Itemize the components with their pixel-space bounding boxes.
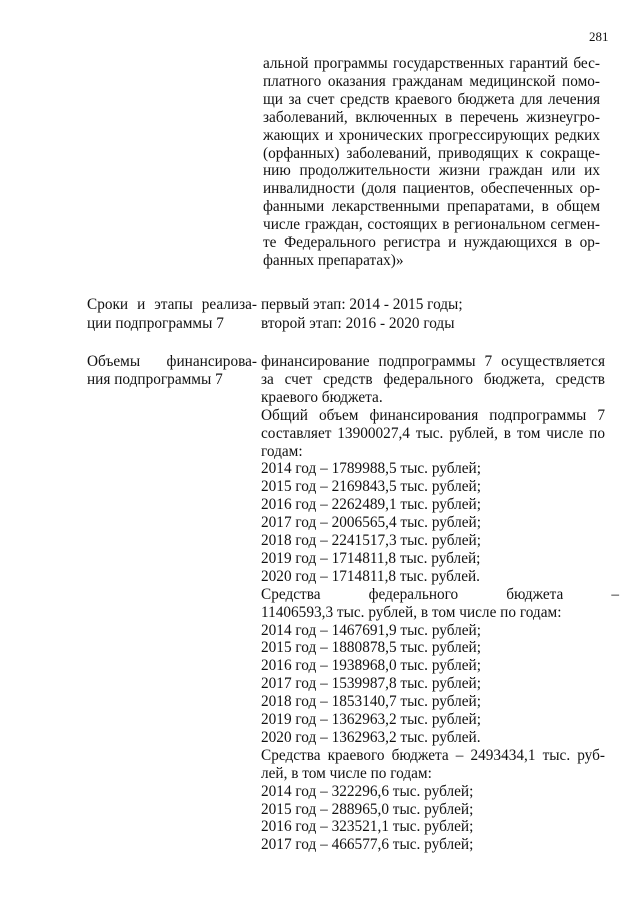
intro-line: нию продолжительности жизни граждан или их xyxy=(263,162,600,180)
regional-year-line: 2014 год – 322296,6 тыс. рублей; xyxy=(261,782,474,800)
federal-year-line: 2019 год – 1362963,2 тыс. рублей; xyxy=(261,711,481,728)
total-intro-line: Общий объем финансирования подпрограммы 7 xyxy=(261,406,605,424)
total-year-line: 2017 год – 2006565,4 тыс. рублей; xyxy=(261,514,481,532)
funding-intro-line: за счет средств федерального бюджета, средств xyxy=(261,370,605,388)
regional-intro-line: Средства краевого бюджета – 2493434,1 тыс. руб- xyxy=(261,746,605,764)
stages-label-line: Сроки и этапы реализа- xyxy=(87,296,257,313)
federal-intro-line: Средства федерального бюджета – xyxy=(261,585,619,603)
regional-year-line: 2017 год – 466577,6 тыс. рублей; xyxy=(261,836,474,854)
intro-line: (орфанных) заболеваний, приводящих к сокраще- xyxy=(263,144,600,162)
intro-line: фанных препаратах)» xyxy=(263,251,404,269)
intro-line: платного оказания гражданам медицинской помо- xyxy=(263,72,600,90)
funding-label-line: Объемы финансирова- xyxy=(87,353,257,370)
page-number: 281 xyxy=(589,29,609,44)
federal-year-line: 2017 год – 1539987,8 тыс. рублей; xyxy=(261,675,481,693)
federal-year-line: 2020 год – 1362963,2 тыс. рублей. xyxy=(261,728,481,746)
stages-value-line: второй этап: 2016 - 2020 годы xyxy=(261,315,455,332)
intro-line: числе граждан, состоящих в региональном сегмен- xyxy=(263,216,600,234)
federal-year-line: 2018 год – 1853140,7 тыс. рублей; xyxy=(261,693,481,711)
regional-intro-line: лей, в том числе по годам: xyxy=(261,764,432,782)
total-year-line: 2015 год – 2169843,5 тыс. рублей; xyxy=(261,478,481,496)
federal-year-line: 2015 год – 1880878,5 тыс. рублей; xyxy=(261,639,481,657)
intro-line: щи за счет средств краевого бюджета для лечения xyxy=(263,90,600,108)
federal-year-line: 2016 год – 1938968,0 тыс. рублей; xyxy=(261,657,481,675)
total-year-line: 2018 год – 2241517,3 тыс. рублей; xyxy=(261,532,481,549)
total-year-line: 2019 год – 1714811,8 тыс. рублей; xyxy=(261,549,481,567)
regional-year-line: 2016 год – 323521,1 тыс. рублей; xyxy=(261,818,474,836)
funding-label-line: ния подпрограммы 7 xyxy=(87,370,223,388)
intro-line: инвалидности (доля пациентов, обеспеченных ор- xyxy=(263,180,600,198)
stages-value-line: первый этап: 2014 - 2015 годы; xyxy=(261,296,463,313)
intro-line: те Федерального регистра и нуждающихся в ор- xyxy=(263,234,600,251)
intro-line: альной программы государственных гарантий бес- xyxy=(263,55,600,72)
total-year-line: 2016 год – 2262489,1 тыс. рублей; xyxy=(261,496,481,514)
regional-year-line: 2015 год – 288965,0 тыс. рублей; xyxy=(261,800,474,818)
intro-line: фанными лекарственными препаратами, в общем xyxy=(263,198,600,216)
total-intro-line: составляет 13900027,4 тыс. рублей, в том числе по xyxy=(261,424,605,442)
intro-line: жающих и хронических прогрессирующих редких xyxy=(263,126,600,144)
funding-intro-line: финансирование подпрограммы 7 осуществляется xyxy=(261,353,605,370)
total-year-line: 2014 год – 1789988,5 тыс. рублей; xyxy=(261,460,481,478)
intro-line: заболеваний, включенных в перечень жизнеугро- xyxy=(263,108,600,126)
federal-intro-line: 11406593,3 тыс. рублей, в том числе по годам: xyxy=(261,603,562,621)
total-year-line: 2020 год – 1714811,8 тыс. рублей. xyxy=(261,567,480,585)
federal-year-line: 2014 год – 1467691,9 тыс. рублей; xyxy=(261,621,481,639)
funding-intro-line: краевого бюджета. xyxy=(261,388,383,406)
stages-label-line: ции подпрограммы 7 xyxy=(87,315,224,332)
total-intro-line: годам: xyxy=(261,442,303,460)
